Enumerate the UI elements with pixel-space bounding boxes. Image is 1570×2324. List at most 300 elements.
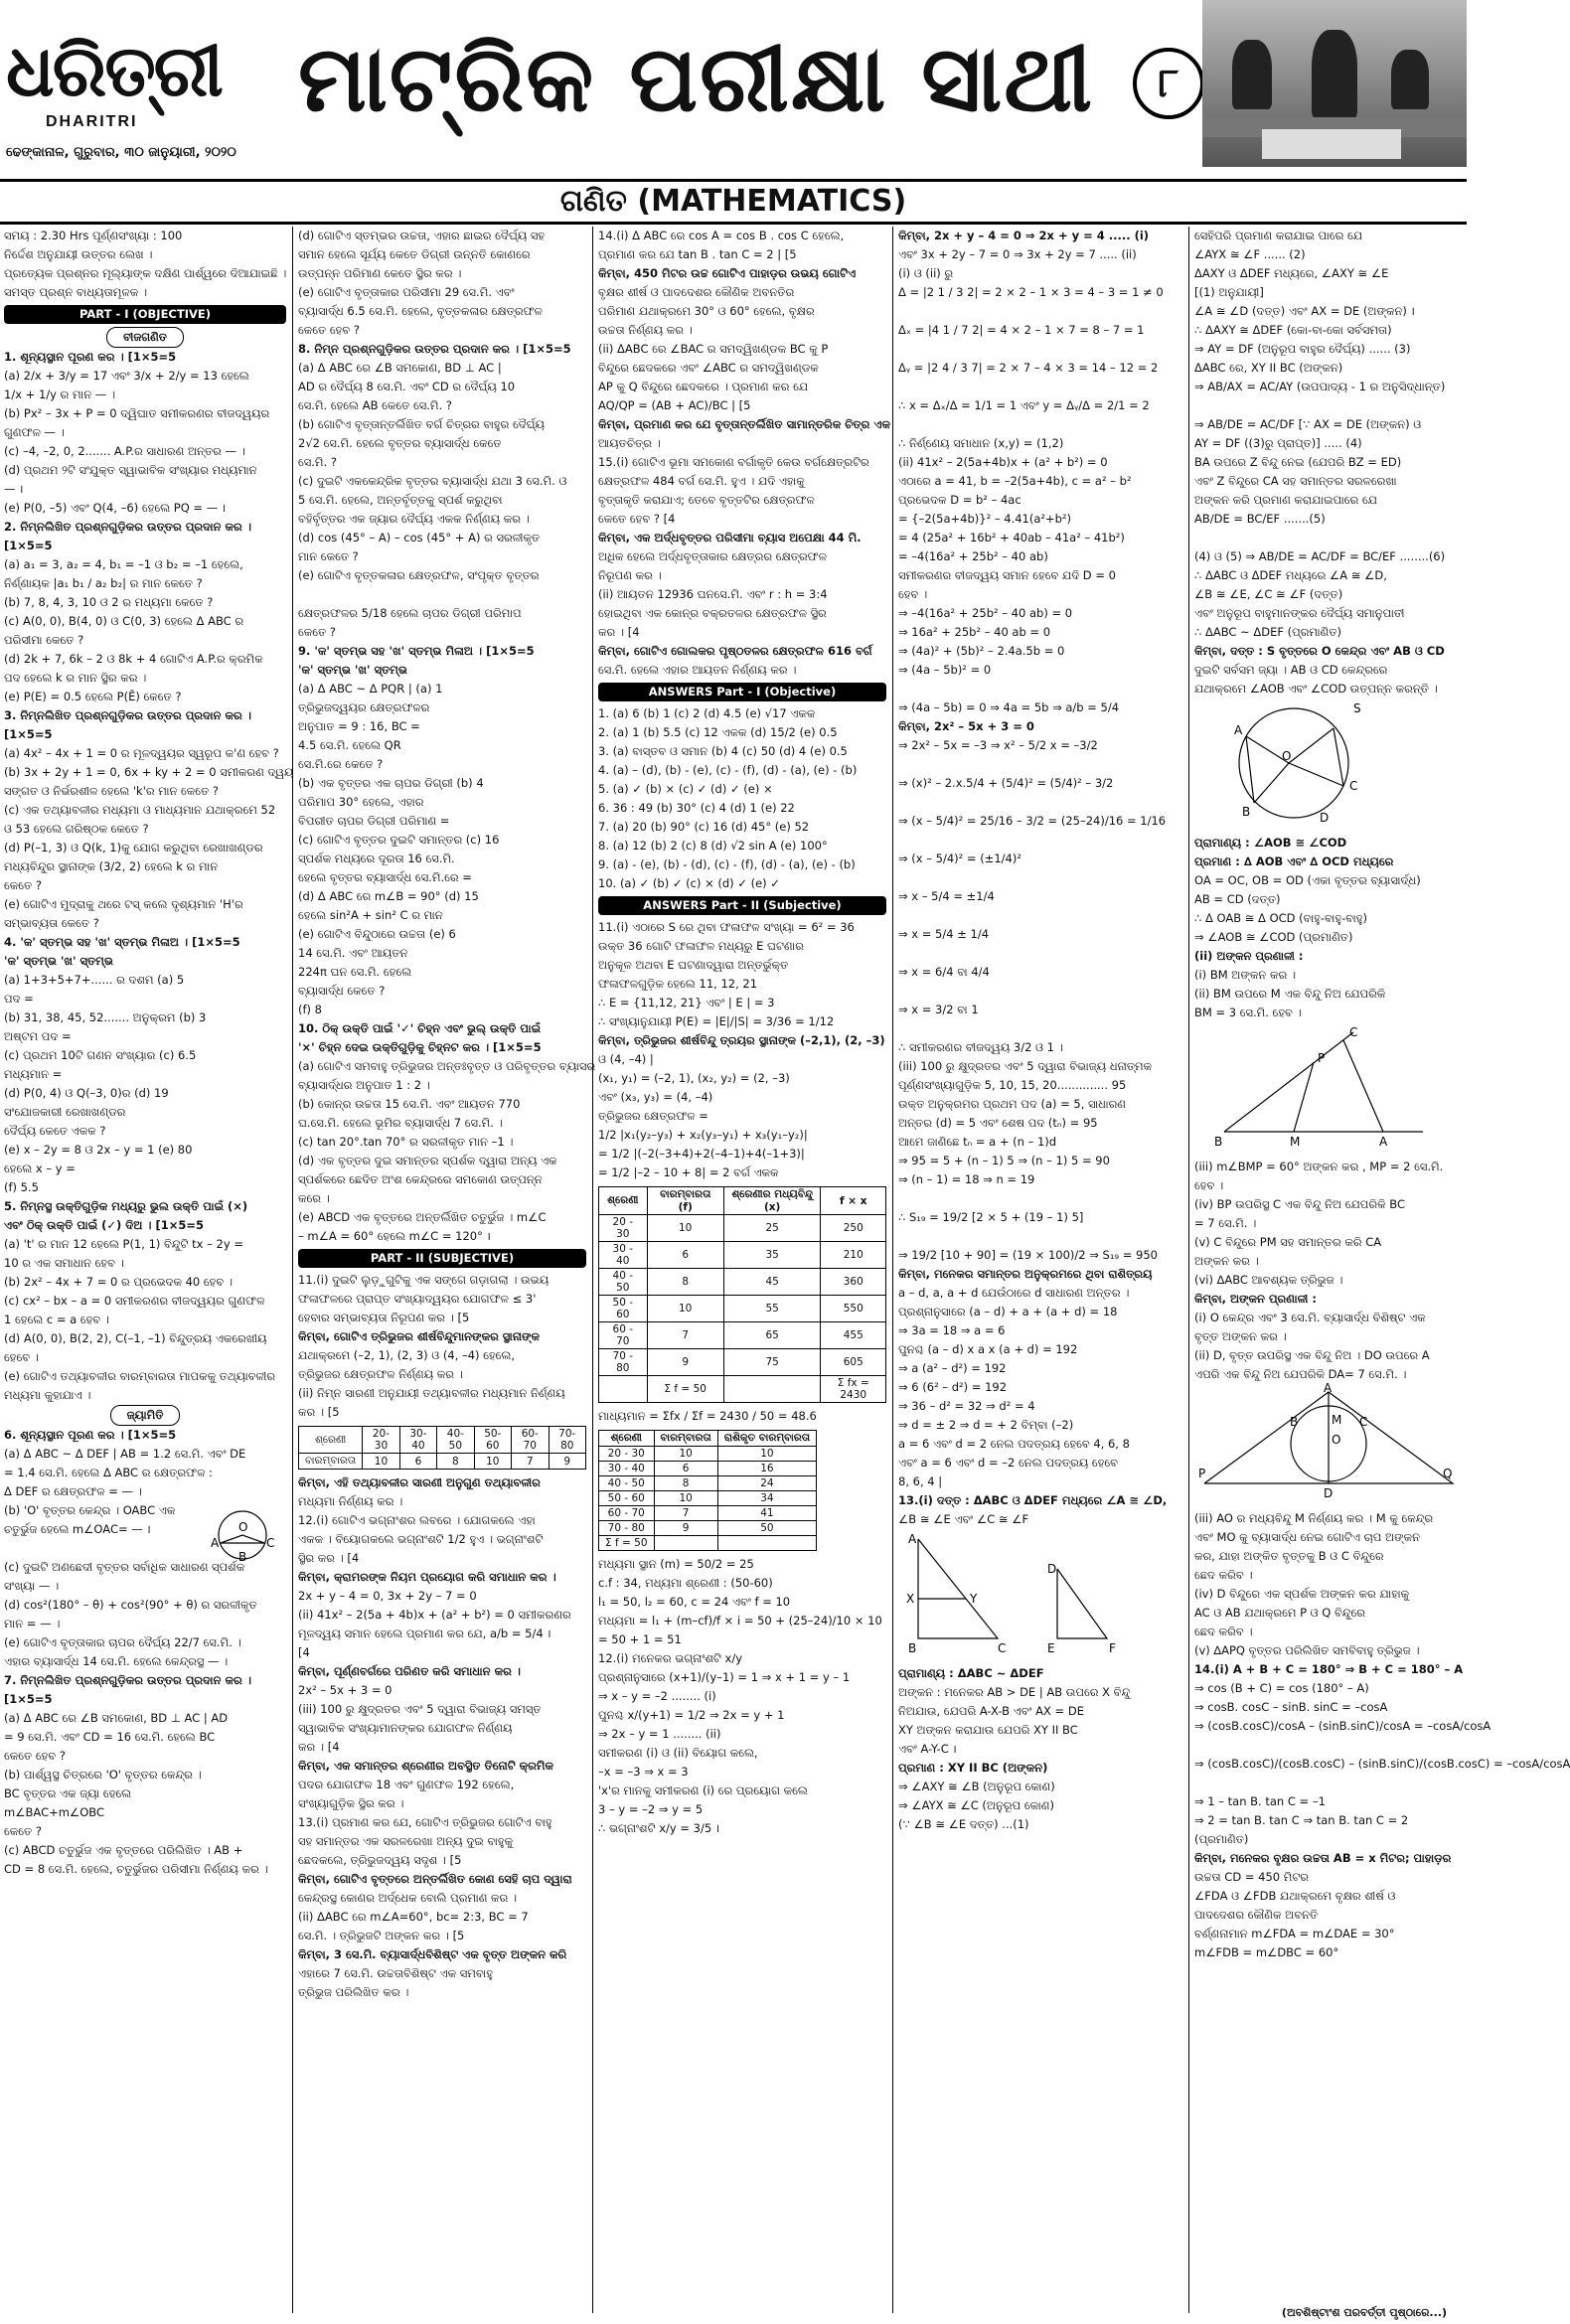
text-line: ଅଙ୍କନ କରି ପ୍ରମାଣ କରାଯାଇପାରେ ଯେ [1194,493,1377,507]
table-cell: 65 [723,1322,821,1349]
text-line: ନିଅଯାଉ, ଯେପରି A-X-B ଏବଂ AX = DE [898,1704,1084,1718]
text-line: ପରିସୀମା କେତେ ? [4,633,84,647]
table-cell: 30 - 40 [599,1242,648,1269]
table-cell [654,1536,717,1551]
text-line: (e) ଗୋଟିଏ ମୁଦ୍ରାକୁ ଥରେ ଟସ୍ କଲେ ଦୃଶ୍ୟମାନ 'H'ର [4,897,243,911]
text-line: BA ଉପରେ Z ବିନ୍ଦୁ ନେଇ (ଯେପରି BZ = ED) [1194,455,1402,469]
text-line [1194,1736,1463,1755]
text-line: ଏଠାରେ a = 41, b = –2(5a+4b), c = a² – b² [898,474,1132,488]
table-cell: 30-40 [399,1427,436,1454]
text-line [898,944,1182,963]
text-line: (ii) ΔABC ରେ ∠BAC ର ସମଦ୍ୱିଖଣ୍ଡକ BC କୁ P [598,342,829,356]
incircle-figure [1194,1381,1463,1503]
column-divider [892,227,893,2313]
text-line: 224π ଘନ ସେ.ମି. ହେଲେ [298,965,412,979]
column-4 [898,227,1182,2313]
text-line: ⇒ –4(16a² + 25b² – 40 ab) = 0 [898,606,1073,620]
text-line: (a) 4x² – 4x + 1 = 0 ର ମୂଳଦ୍ୱୟର ସ୍ୱରୂପ କ'ଣ ହେବ ? [4,746,279,760]
text-line: ତ୍ରିଭୁଜର କ୍ଷେତ୍ରଫଳ ନିର୍ଣ୍ଣୟ କର । [298,1367,463,1381]
text-line: ⇒ x = 3/2 ବା 1 [898,1003,979,1016]
text-line: ନିର୍ଦ୍ଦେଶ ଅନୁଯାୟୀ ଉତ୍ତର ଲେଖ । [4,247,153,261]
table-cell: 360 [821,1269,886,1296]
text-line: 10 ର ଏକ ସମାଧାନ ହେବ । [4,1256,124,1270]
text-line: (e) P(E) = 0.5 ହେଲେ P(Ē) କେତେ ? [4,690,182,703]
text-line: Δ = |2 1 / 3 2| = 2 × 2 – 1 × 3 = 4 – 3 = 1 ≠ 0 [898,285,1164,299]
page-title: ମାଟ୍ରିକ ପରୀକ୍ଷା ସାଥୀ [298,26,1095,132]
figure-label: O [1282,749,1292,763]
text-line: [1×5=5 [4,539,53,552]
text-line: ମାନ = — । [4,1617,61,1630]
figure-label: D [1320,811,1330,825]
text-line: 9. (a) - (e), (b) - (d), (c) - (f), (d) - (a), (e) - (b) [598,857,856,871]
table-row [599,1491,817,1506]
text-line: ପ୍ରତ୍ୟେକ ପ୍ରଶ୍ନର ମୂଲ୍ୟାଙ୍କ ଦକ୍ଷିଣ ପାର୍ଶ୍ୱରେ ଦିଆଯାଇଛି । [4,266,287,280]
text-line: ପ୍ରମାଣ : ∆ AOB ଏବଂ ∆ OCD ମଧ୍ୟରେ [1194,854,1394,868]
table-cell: 10 [647,1215,723,1242]
text-line: କର । [4 [298,1740,340,1754]
text-line: 2x + y – 4 = 0, 3x + 2y – 7 = 0 [298,1589,477,1603]
text-line: ବିନ୍ଦୁରେ ଛେଦକରେ ଏବଂ ∠ABC ର ସମଦ୍ୱିଖଣ୍ଡକ [598,361,819,375]
text-line: ପାଦଦେଶର କୌଣିକ ଅବନତି [1194,1908,1319,1922]
text-line: ଓ 53 ହେଲେ ଗରିଷ୍ଠକ କେତେ ? [4,822,149,836]
dateline: ଢେଙ୍କାନାଳ, ଗୁରୁବାର, ୩୦ ଜାନୁୟାରୀ, ୨୦୨୦ [6,145,236,160]
table-cell: 8 [647,1269,723,1296]
text-line: = 1.4 ସେ.ମି. ହେଲେ Δ ABC ର କ୍ଷେତ୍ରଫଳ : [4,1466,213,1479]
text-line: ସେ.ମି.ରେ କେତେ ? [298,757,384,771]
text-line: (b) 31, 38, 45, 52....... ଅନୁକ୍ରମ (b) 3 [4,1010,207,1024]
text-line: କିମ୍ବା, 2x² – 5x + 3 = 0 [898,719,1034,733]
text-line: ବୃତ୍ତାକୃତି କରାଯାଏ; ତେବେ ବୃତ୍ତଟିର କ୍ଷେତ୍ରଫଳ [598,493,815,507]
text-line: କିମ୍ବା, ପୂର୍ଣ୍ଣବର୍ଗରେ ପରିଣତ କରି ସମାଧାନ କର । [298,1664,521,1678]
text-line: 14.(i) Δ ABC ରେ cos A = cos B . cos C ହେଲେ, [598,229,845,242]
table-row [599,1431,817,1447]
mean-calculation-table [598,1186,886,1403]
text-line: ପ୍ରମାଣ କର ଯେ tan B . tan C = 2 | [5 [598,247,797,261]
figure-label: B [1214,1135,1223,1149]
text-line: ⇒ (x – 5/4)² = (±1/4)² [898,852,1021,865]
text-line: 10. ଠିକ୍ ଉକ୍ତି ପାଇଁ '✓' ଚିହ୍ନ ଏବଂ ଭୁଲ୍ ଉକ୍ତି ପାଇଁ [298,1021,542,1035]
text-line: (a) ଗୋଟିଏ ସମବାହୁ ତ୍ରିଭୁଜର ଅନ୍ତଃବୃତ୍ତ ଓ ପରିବୃତ୍ତର ବ୍ୟାସର [298,1059,596,1073]
text-line: (a) Δ ABC ରେ ∠B ସମକୋଣ, BD ⊥ AC | [298,361,502,375]
text-line: 12.(i) ମନେକର ଭଗ୍ନାଂଶଟି x/y [598,1651,743,1665]
table-row [599,1476,817,1491]
text-line [898,982,1182,1001]
column-1 [4,227,294,2313]
text-line: 11.(i) ଏଠାରେ S ରେ ଥିବା ଫଳାଫଳ ସଂଖ୍ୟା = 6² = 36 [598,920,855,934]
text-line: ଉଚ୍ଚତା CD = 450 ମିଟର [1194,1870,1310,1884]
text-line: ଅଷ୍ଟମ ପଦ = [4,1029,72,1043]
text-line: AP କୁ Q ବିନ୍ଦୁରେ ଛେଦକରେ । ପ୍ରମାଣ କର ଯେ [598,380,809,393]
text-line: କିମ୍ବା, ତ୍ରିଭୁଜର ଶୀର୍ଷବିନ୍ଦୁ ତ୍ରୟର ସ୍ଥାନାଙ୍କ (–2,1), (2, –3) [598,1033,885,1047]
figure-label: A [908,1532,917,1546]
text-line: (ii) 41x² – 2(5a + 4b)x + (a² + b²) = 0 ସମୀକରଣର [298,1608,571,1622]
text-line: 9. 'କ' ସ୍ତମ୍ଭ ସହ 'ଖ' ସ୍ତମ୍ଭ ମିଳାଅ । [1×5=5 [298,644,535,658]
text-line: ∠AYX ≅ ∠F ...... (2) [1194,247,1306,261]
table-row [299,1454,586,1470]
table-row [599,1187,886,1215]
text-line: ⇒ 95 = 5 + (n – 1) 5 ⇒ (n – 1) 5 = 90 [898,1154,1110,1167]
text-line: ଏବଂ ଅନୁରୂପ ବାହୁମାନଙ୍କର ଦୈର୍ଘ୍ୟ ସମାନୁପାତୀ [1194,606,1405,620]
logo-text: ଧରିତ୍ରୀ [6,29,222,112]
table-cell: 10 [474,1454,511,1470]
text-line: ଏହାରେ 7 ସେ.ମି. ଉଚ୍ଚତାବିଶିଷ୍ଟ ଏକ ସମବାହୁ [298,1966,493,1980]
text-line: (e) ଗୋଟିଏ ବୃତ୍ତକଳାର କ୍ଷେତ୍ରଫଳ, ସଂପୃକ୍ତ ବୃତ୍ତର [298,568,540,582]
text-line: କର । [4 [598,625,640,639]
text-line: ଏବଂ 3x + 2y – 7 = 0 ⇒ 3x + 2y = 7 ..... (ii) [898,247,1137,261]
text-line: 12.(i) ଗୋଟିଏ ଭଗ୍ନାଂଶର ଲବରେ । ଯୋଗକଲେ ଏହା [298,1513,536,1527]
text-line: '×' ଚିହ୍ନ ଦେଇ ଉକ୍ତିଗୁଡ଼ିକୁ ଚିହ୍ନଟ କର । [1×5=5 [298,1040,542,1054]
table-cell: 45 [723,1269,821,1296]
text-line: ମୂଳଦ୍ୱୟ ସମାନ ହେଲେ ପ୍ରମାଣ କର ଯେ, a/b = 5/4 । [298,1627,551,1640]
text-line: m∠FDB = m∠DBC = 60° [1194,1945,1339,1959]
topic-heading [4,327,286,348]
part-heading: PART - I (OBJECTIVE) [4,305,286,324]
text-line: ⇒ x – 5/4 = ±1/4 [898,889,995,903]
text-line: କର । [5 [298,1405,340,1419]
text-line: କେତେ ହେବ ? [298,323,360,337]
figure-label: A [1234,723,1243,737]
text-line: (ପ୍ରମାଣିତ) [1194,1832,1249,1846]
text-line: ∴ ସମୀକରଣର ବୀଜଦ୍ୱୟ 3/2 ଓ 1 । [898,1040,1063,1054]
text-line: ସ୍ଥିର କର । [4 [298,1551,360,1565]
table-cell: ଶ୍ରେଣୀ [599,1431,655,1447]
text-line: ∴ ସଂଖ୍ୟାନୁଯାୟୀ P(E) = |E|/|S| = 3/36 = 1/12 [598,1014,835,1028]
text-line: 8. ନିମ୍ନ ପ୍ରଶ୍ନଗୁଡ଼ିକର ଉତ୍ତର ପ୍ରଦାନ କର । [1×5=5 [298,342,571,356]
text-line: (4) ଓ (5) ⇒ AB/DE = AC/DF = BC/EF ........(6) [1194,549,1446,563]
text-line: (ii) ଅଙ୍କନ ପ୍ରଣାଳୀ : [1194,949,1304,963]
text-line: ΔABC ରେ, XY II BC (ଅଙ୍କନ) [1194,361,1343,375]
text-line: AQ/QP = (AB + AC)/BC | [5 [598,398,751,412]
table-row [599,1536,817,1551]
text-line [898,302,1182,321]
text-line: (c) ଦୁଇଟି ଏକକେନ୍ଦ୍ରିକ ବୃତ୍ତର ବ୍ୟାସାର୍ଦ୍ଧ ଯଥା 3 ସେ.ମି. ଓ [298,474,567,488]
table-row [599,1462,817,1476]
cumulative-frequency-table [598,1430,817,1551]
text-line: ହେଲେ x – y = [4,1162,76,1175]
text-line: 4.5 ସେ.ମି. ହେଲେ QR [298,738,401,752]
table-cell: ଶ୍ରେଣୀର ମଧ୍ୟବିନ୍ଦୁ (x) [723,1187,821,1215]
table-cell: ବାରମ୍ବାରତା [654,1431,717,1447]
text-line: ସମ୍ଭାବ୍ୟତା କେତେ ? [4,916,99,930]
text-line: କିମ୍ବା, 3 ସେ.ମି. ବ୍ୟାସାର୍ଦ୍ଧବିଶିଷ୍ଟ ଏକ ବୃତ୍ତ ଅଙ୍କନ କରି [298,1947,567,1961]
table-row [599,1521,817,1536]
text-line: ଉତ୍ପନ୍ନ ପରିମାଣ କେତେ ସ୍ଥିର କର । [298,266,462,280]
text-line: ⇒ (4a)² + (5b)² – 2.4a.5b = 0 [898,644,1065,658]
text-line: ସେ.ମି. ? [298,455,337,469]
text-line: (v) ∆APQ ବୃତ୍ତର ପରିଲିଖିତ ସମବିବାହୁ ତ୍ରିଭୁଜ । [1194,1643,1420,1657]
text-line: 1. ଶୂନ୍ୟସ୍ଥାନ ପୂରଣ କର । [1×5=5 [4,350,177,364]
text-line: ଅଙ୍କନ : ମନେକର AB > DE | AB ଉପରେ X ବିନ୍ଦୁ [898,1685,1131,1699]
text-line: ଦୈର୍ଘ୍ୟ କେତେ ଏକକ ? [4,1124,106,1138]
text-line: ⇒ (4a – 5b) = 0 ⇒ 4a = 5b ⇒ a/b = 5/4 [898,700,1120,714]
table-cell: 10 [654,1447,717,1462]
text-line: ସେହିପରି ପ୍ରମାଣ କରାଯାଇ ପାରେ ଯେ [1194,229,1363,242]
table-cell: 50 [717,1521,816,1536]
bmp-figure [1194,1022,1463,1152]
text-line: ⇒ 1 – tan B. tan C = –1 [1194,1794,1326,1808]
text-line: (b) ଗୋଟିଏ ବୃତ୍ତାନ୍ତର୍ଲିଖିତ ବର୍ଗ ଚିତ୍ରର ବାହୁର ଦୈର୍ଘ୍ୟ [298,417,546,431]
table-cell: 75 [723,1349,821,1376]
table-row [599,1447,817,1462]
text-line: ସ୍ୱାଭାବିକ ସଂଖ୍ୟାମାନଙ୍କର ଯୋଗଫଳ ନିର୍ଣ୍ଣୟ [298,1721,513,1735]
text-line: ସମସ୍ତ ପ୍ରଶ୍ନ ବାଧ୍ୟତାମୂଳକ । [4,285,148,299]
text-line: କିମ୍ବା, ଏକ ସମାନ୍ତର ଶ୍ରେଣୀର ଅବସ୍ଥିତ ତିନୋଟି କ୍ରମିକ [298,1759,553,1773]
text-line: 'x'ର ମାନକୁ ସମୀକରଣ (i) ରେ ପ୍ରୟୋଗ କଲେ [598,1783,808,1797]
text-line: [4 [298,1645,310,1659]
table-cell: 9 [654,1521,717,1536]
text-line: ⇒ x – y = –2 ........ (i) [598,1689,716,1703]
text-line: ପ୍ରଭେଦକ D = b² – 4ac [898,493,1021,507]
text-line: 'କ' ସ୍ତମ୍ଭ 'ଖ' ସ୍ତମ୍ଭ [298,663,407,677]
text-line: କିମ୍ବା, ଏକ ଅର୍ଦ୍ଧବୃତ୍ତର ପରିସୀମା ବ୍ୟାସ ଅପେକ୍ଷା 44 ମି. [598,531,862,544]
text-line: (e) ଗୋଟିଏ ବିନ୍ଦୁଠାରେ ଉଚ୍ଚତା (e) 6 [298,927,456,941]
text-line: ପ୍ରାମାଣ୍ୟ : ΔABC ~ ΔDEF [898,1666,1044,1680]
text-line: ପ୍ରାମାଣ୍ୟ : ∠AOB ≅ ∠COD [1194,836,1347,850]
figure-label: B [908,1641,917,1655]
text-line: ଉଚ୍ଚତା ନିର୍ଣ୍ଣୟ କର । [598,323,693,337]
text-line: a = 6 ଏବଂ d = 2 ନେଲ ପଦତ୍ରୟ ହେବେ 4, 6, 8 [898,1437,1130,1451]
text-line: ପ୍ରମାଣ : XY II BC (ଅଙ୍କନ) [898,1761,1048,1775]
table-cell: 550 [821,1296,886,1322]
text-line: 13.(i) ଦତ୍ତ : ΔABC ଓ ΔDEF ମଧ୍ୟରେ ∠A ≅ ∠D, [898,1493,1168,1507]
text-line: (a) a₁ = 3, a₂ = 4, b₁ = –1 ଓ b₂ = –1 ହେଲେ, [4,557,243,571]
text-line: 1. (a) 6 (b) 1 (c) 2 (d) 4.5 (e) √17 ଏକକ [598,706,816,720]
text-line: କେନ୍ଦ୍ରସ୍ଥ କୋଣର ଅର୍ଦ୍ଧେକ ବୋଲି ପ୍ରମାଣ କର । [298,1891,518,1905]
table-cell: 20 - 30 [599,1215,648,1242]
table-cell [717,1536,816,1551]
text-line: ବ୍ୟାସାର୍ଦ୍ଧର ଅନୁପାତ 1 : 2 । [298,1078,430,1092]
text-line: ସେ.ମି. ହେଲେ ଏହାର ଆୟତନ ନିର୍ଣ୍ଣୟ କର । [598,663,797,677]
text-line: (iii) 100 ରୁ କ୍ଷୁଦ୍ରତର ଏବଂ 5 ଦ୍ୱାରା ବିଭାଜ୍ୟ ସମସ୍ତ [298,1702,542,1716]
text-line: ପରିମାପ 30° ହେଲେ, ଏହାର [298,795,424,809]
figure-label: O [238,1520,248,1534]
text-line: 1/2 |x₁(y₂–y₃) + x₂(y₃–y₁) + x₃(y₁–y₂)| [598,1128,808,1142]
table-cell: 30 - 40 [599,1462,655,1476]
text-line: 5 ସେ.ମି. ହେଲେ, ଅନ୍ତର୍ବୃତ୍ତକୁ ସ୍ପର୍ଶ କରୁଥିବା [298,493,503,507]
text-line: 15.(i) ଗୋଟିଏ ଭୂମା ସମକୋଣ ବର୍ଗାକୃତି କେଉ ବର୍ଗକ୍ଷେତ୍ରଟିର [598,455,869,469]
table-cell: 7 [654,1506,717,1521]
text-line: 'କ' ସ୍ତମ୍ଭ 'ଖ' ସ୍ତମ୍ଭ [4,954,113,968]
topic-heading [4,1405,286,1426]
table-cell: 7 [512,1454,549,1470]
text-line: (d) cos (45° – A) – cos (45° + A) ର ସରଳୀକୃତ [298,531,541,544]
text-line: ବ୍ୟାସାର୍ଦ୍ଧ କେତେ ? [298,984,386,998]
table-cell: 9 [549,1454,586,1470]
text-line: ଯଥାକ୍ରମେ (–2, 1), (2, 3) ଓ (4, –4) ହେଲେ, [298,1348,516,1362]
text-line: ସଂଖ୍ୟାଗୁଡ଼ିକ ସ୍ଥିର କର । [298,1796,404,1810]
text-line: 5. ନିମ୍ନସ୍ଥ ଉକ୍ତିଗୁଡ଼ିକ ମଧ୍ୟରୁ ଭୁଲ ଉକ୍ତି ପାଇଁ (×) [4,1199,248,1213]
text-line: ଏବଂ Z ବିନ୍ଦୁରେ CA ସହ ସମାନ୍ତର ସରଳରେଖା [1194,474,1397,488]
newspaper-logo[interactable] [6,26,222,135]
masthead [0,0,1467,167]
text-line: 2. ନିମ୍ନଲିଖିତ ପ୍ରଶ୍ନଗୁଡ଼ିକର ଉତ୍ତର ପ୍ରଦାନ କର । [4,520,251,534]
text-line: ଛେଦ କରିବ । [1194,1568,1253,1582]
text-line: ପୂର୍ଣ୍ଣସଂଖ୍ୟାଗୁଡ଼ିକ 5, 10, 15, 20.............. 95 [898,1078,1127,1092]
table-cell: 70-80 [549,1427,586,1454]
text-line: (c) cx² – bx – a = 0 ସମୀକରଣର ବୀଜଦ୍ୱୟର ଗୁଣଫଳ [4,1294,265,1308]
text-line [898,831,1182,850]
table-cell: 24 [717,1476,816,1491]
text-line: ΔAXY ଓ ΔDEF ମଧ୍ୟରେ, ∠AXY ≅ ∠E [1194,266,1389,280]
text-line: ହେଲେ ବୃତ୍ତର ବ୍ୟାସାର୍ଦ୍ଧ ସେ.ମି.ରେ = [298,870,472,884]
column-divider [292,227,293,2313]
text-line: a – d, a, a + d ଯେଉଁଠାରେ d ସାଧାରଣ ଅନ୍ତର । [898,1286,1130,1300]
text-line: (f) 8 [298,1003,322,1016]
text-line: (b) କୋନ୍‌ର ଉଚ୍ଚତା 15 ସେ.ମି. ଏବଂ ଆୟତନ 770 [298,1097,521,1111]
text-line: ∠B ≅ ∠E ଏବଂ ∠C ≅ ∠F [898,1512,1029,1526]
text-line: ମଧ୍ୟମା କୁହାଯାଏ । [4,1388,91,1402]
table-cell: 20 - 30 [599,1447,655,1462]
text-line: AY = DF ((3)ରୁ ପ୍ରାପ୍ତ)] ..... (4) [1194,436,1362,450]
subject-header [0,179,1467,225]
text-line: BM = 3 ସେ.ମି. ହେବ । [1194,1006,1302,1019]
text-line: ∠B ≅ ∠E, ∠C ≅ ∠F (ଦତ୍ତ) [1194,587,1343,601]
text-line: ଅନୁକୂଳ ଅଥବା E ଘଟଣାଦ୍ୱାରା ଅନ୍ତର୍ଭୁକ୍ତ [598,958,789,972]
text-line [1194,396,1463,415]
column-divider [1188,227,1189,2313]
figure-label: A [1324,1381,1333,1395]
text-line: କିମ୍ବା, ମନେକର ସମାନ୍ତର ଅନୁକ୍ରମରେ ଥିବା ରାଶିତ୍ରୟ [898,1267,1153,1281]
text-line: 3. ନିମ୍ନଲିଖିତ ପ୍ରଶ୍ନଗୁଡ଼ିକର ଉତ୍ତର ପ୍ରଦାନ କର । [4,708,251,722]
text-line: Δₓ = |4 1 / 7 2| = 4 × 2 – 1 × 7 = 8 – 7 = 1 [898,323,1145,337]
figure-label: Y [970,1592,978,1606]
text-line: –x = –3 ⇒ x = 3 [598,1765,689,1779]
text-line: ସ୍ପର୍ଶକରେ ଛେଦିତ ଅଂଶ କେନ୍ଦ୍ରରେ ସମକୋଣ ଉତ୍ପନ୍ନ [298,1172,543,1186]
text-line: ସେ.ମି. ହେଲେ AB କେତେ ସେ.ମି. ? [298,398,452,412]
text-line: କିମ୍ବା, ଗୋଟିଏ ଗୋଲକର ପୃଷ୍ଠତଳର କ୍ଷେତ୍ରଫଳ 616 ବର୍ଗ [598,644,872,658]
tri-figure [898,1529,1167,1658]
table-cell: 25 [723,1215,821,1242]
text-line: କର, ଯାହା ଅଙ୍କିତ ବୃତ୍ତକୁ B ଓ C ବିନ୍ଦୁରେ [1194,1549,1384,1563]
text-line: (e) x – 2y = 8 ଓ 2x – y = 1 (e) 80 [4,1143,193,1157]
text-line: ⇒ 3a = 18 ⇒ a = 6 [898,1323,1006,1337]
text-line: କିମ୍ବା, କ୍ରାମରଙ୍କ ନିୟମ ପ୍ରୟୋଗ କରି ସମାଧାନ କର । [298,1570,556,1584]
text-line: 7. (a) 20 (b) 90° (c) 16 (d) 45° (e) 52 [598,820,810,834]
text-line: ଛେଦକଲେ, ତ୍ରିଭୁଜଦ୍ୱୟ ସଦୃଶ । [5 [298,1853,462,1867]
figure-label: P [1198,1467,1206,1480]
part-heading: ANSWERS Part - II (Subjective) [598,896,886,915]
text-line: 6. 36 : 49 (b) 30° (c) 4 (d) 1 (e) 22 [598,801,795,815]
text-line: ପୁନଶ୍ଚ (a – d) x a x (a + d) = 192 [898,1342,1078,1356]
topic-label: ବୀଜଗଣିତ [106,327,184,348]
text-line: (b) ପାର୍ଶ୍ୱସ୍ଥ ଚିତ୍ରରେ 'O' ବୃତ୍ତର କେନ୍ଦ୍ର । [4,1768,202,1782]
text-line: କିମ୍ବା, 2x + y – 4 = 0 ⇒ 2x + y = 4 ..... (i) [898,229,1150,242]
text-line: (f) 5.5 [4,1180,39,1194]
figure-label: E [1047,1641,1055,1655]
column-divider [592,227,593,2313]
text-line: (c) ଗୋଟିଏ ବୃତ୍ତର ଦୁଇଟି ସମାନ୍ତର (c) 16 [298,833,500,847]
text-line [898,793,1182,812]
text-line: 8, 6, 4 | [898,1474,943,1488]
text-line: AB = CD (ଦତ୍ତ) [1194,892,1281,906]
text-line: ଅଧିକ ହେଲେ ଅର୍ଦ୍ଧବୃତ୍ତାକାର କ୍ଷେତ୍ରର କ୍ଷେତ୍ରଫଳ [598,549,828,563]
table-row [599,1269,886,1296]
text-line: (c) tan 20°.tan 70° ର ସରଳୀକୃତ ମାନ –1 । [298,1135,514,1149]
text-line: (b) ଏକ ବୃତ୍ତର ଏକ ଚାପର ଡିଗ୍ରୀ (b) 4 [298,776,484,790]
table-cell: Σ f = 50 [647,1376,723,1403]
text-line: ହେଲେ sin²A + sin² C ର ମାନ [298,908,443,922]
text-line: ⇒ 2 = tan B. tan C ⇒ tan B. tan C = 2 [1194,1813,1409,1827]
column-3 [598,227,890,2313]
logo-subtitle: DHARITRI [46,113,138,130]
text-line: = 4 (25a² + 16b² + 40ab – 41a² – 41b²) [898,531,1125,544]
text-line: ⇒ (cosB.cosC)/(cosB.cosC) – (sinB.sinC)/(cosB.cosC) = –cosA/cosA [1194,1757,1570,1771]
text-line: ପରିମାଣ ଯଥାକ୍ରମେ 30° ଓ 60° ହେଲେ, ବୃକ୍ଷର [598,304,815,318]
text-line: (d) Δ ABC ରେ m∠B = 90° (d) 15 [298,889,479,903]
text-line: ⇒ 2x² – 5x = –3 ⇒ x² – 5/2 x = –3/2 [898,738,1098,752]
text-line: କେତେ ? [298,625,336,639]
text-line: ⇒ (4a – 5b)² = 0 [898,663,992,677]
table-row [599,1376,886,1403]
text-line: ⇒ (cosB.cosC)/cosA – (sinB.sinC)/cosA = –cosA/cosA [1194,1719,1492,1733]
table-cell: 605 [821,1349,886,1376]
topic-label: ଜ୍ୟାମିତି [110,1405,181,1426]
text-line: ସଙ୍ଗତ ଓ ନିର୍ଭରଶୀଳ ହେଲେ 'k'ର ମାନ କେତେ ? [4,784,220,798]
text-line: ଆମେ ଜାଣିଛେ tₙ = a + (n – 1)d [898,1135,1057,1149]
text-line: XY ଅଙ୍କନ କରାଯାଉ ଯେପରି XY II BC [898,1723,1078,1737]
text-line: l₁ = 50, l₂ = 60, c = 24 ଏବଂ f = 10 [598,1595,791,1609]
text-line: = 1/2 |–2 – 10 + 8| = 2 ବର୍ଗ ଏକକ [598,1165,779,1179]
table-cell: 10 [363,1454,399,1470]
text-line [1194,1774,1463,1792]
text-line: ∴ ΔAXY ≅ ΔDEF (କୋ-ବା-କୋ ସର୍ବସମତା) [1194,323,1392,337]
text-line: ଫଳାଫଳରେ ପ୍ରାପ୍ତ ସଂଖ୍ୟାଦ୍ୱୟର ଯୋଗଫଳ ≤ 3' [298,1292,537,1306]
text-line: = 9 ସେ.ମି. ଏବଂ CD = 16 ସେ.ମି. ହେଲେ BC [4,1730,216,1744]
table-cell: 34 [717,1491,816,1506]
text-line: ⇒ x = 6/4 ବା 4/4 [898,965,990,979]
text-line: ଏବଂ A-Y-C । [898,1742,957,1756]
text-line: (∵ ∠B ≅ ∠E ଦତ୍ତ) ...(1) [898,1817,1029,1831]
text-line: ଚତୁର୍ଭୁଜ ହେଲେ m∠OAC= — । [4,1522,151,1536]
text-line: 8. (a) 12 (b) 2 (c) 8 (d) √2 sin A (e) 100° [598,839,828,852]
text-line: ନିରୂପଣ କର । [598,568,662,582]
text-line: (vi) ∆ABC ଆବଶ୍ୟକ ତ୍ରିଭୁଜ । [1194,1273,1343,1287]
table-row [599,1296,886,1322]
text-line: ଅନୁପାତ = 9 : 16, BC = [298,719,420,733]
text-line [898,906,1182,925]
figure-label: A [211,1536,220,1550]
table-cell: 55 [723,1296,821,1322]
text-line: ସେ.ମି. । ତ୍ରିଭୁଜଟି ଅଙ୍କନ କର । [5 [298,1929,465,1942]
text-line: କେତେ ହେବ ? [4 [598,512,676,526]
text-line: m∠BAC+m∠OBC [4,1805,105,1819]
table-cell: 40 - 50 [599,1476,655,1491]
text-line: ସମୀକରଣ (i) ଓ (ii) ବିୟୋଗ କଲେ, [598,1746,758,1760]
text-line: ∴ S₁₉ = 19/2 [2 × 5 + (19 – 1) 5] [898,1210,1084,1224]
text-line: (b) 7, 8, 4, 3, 10 ଓ 2 ର ମଧ୍ୟମା କେତେ ? [4,595,214,609]
text-line: ⇒ cosB. cosC – sinB. sinC = –cosA [1194,1700,1388,1714]
text-line: ଏହାର ବ୍ୟାସାର୍ଦ୍ଧ 14 ସେ.ମି. ହେଲେ କେନ୍ଦ୍ରସ୍ଥ — । [4,1654,229,1668]
text-line: ∴ ΔABC ଓ ΔDEF ମଧ୍ୟରେ ∠A ≅ ∠D, [1194,568,1387,582]
text-line: ଯଥାକ୍ରମେ ∠AOB ଏବଂ ∠COD ଉତ୍ପନ୍ନ କରନ୍ତି । [1194,682,1438,696]
table-cell: 16 [717,1462,816,1476]
text-line: (iii) 100 ରୁ କ୍ଷୁଦ୍ରତର ଏବଂ 5 ଦ୍ୱାରା ବିଭାଜ୍ୟ ଧନାତ୍ମକ [898,1059,1153,1073]
text-line: (ii) D, ବୃତ୍ତ ଉପରିସ୍ଥ ଏକ ବିନ୍ଦୁ ନିଅ । DO ଉପରେ A [1194,1348,1430,1362]
students-photo [1202,0,1467,167]
text-line: ⇒ AB/AX = AC/AY (ଉପପାଦ୍ୟ - 1 ର ଅନୁସିଦ୍ଧାନ୍ତ) [1194,380,1446,393]
text-line: 2. (a) 1 (b) 5.5 (c) 12 ଏକକ (d) 15/2 (e) 0.5 [598,725,838,739]
table-cell: ରାଶିକୃତ ବାରମ୍ବାରତା [717,1431,816,1447]
text-line: (ii) ΔABC ରେ m∠A=60°, bc= 2:3, BC = 7 [298,1910,529,1924]
table-row [599,1242,886,1269]
continued-note: (ଅବଶିଷ୍ଟାଂଶ ପରବର୍ତ୍ତୀ ପୃଷ୍ଠାରେ...) [1281,2306,1447,2319]
figure-label: P [1318,1051,1326,1065]
text-line: ଦୁଇଟି ସର୍ବସମ ଜ୍ୟା । AB ଓ CD କେନ୍ଦ୍ରରେ [1194,663,1388,677]
text-line [898,755,1182,774]
text-line: କିମ୍ବା, 450 ମିଟର ଉଚ୍ଚ ଗୋଟିଏ ପାହାଡ଼ର ଉଭୟ ଗୋଟିଏ [598,266,857,280]
text-line: Δ DEF ର କ୍ଷେତ୍ରଫଳ = — । [4,1484,142,1498]
text-line: ∴ Δ OAB ≅ Δ OCD (ବାହୁ-ବାହୁ-ବାହୁ) [1194,911,1367,925]
